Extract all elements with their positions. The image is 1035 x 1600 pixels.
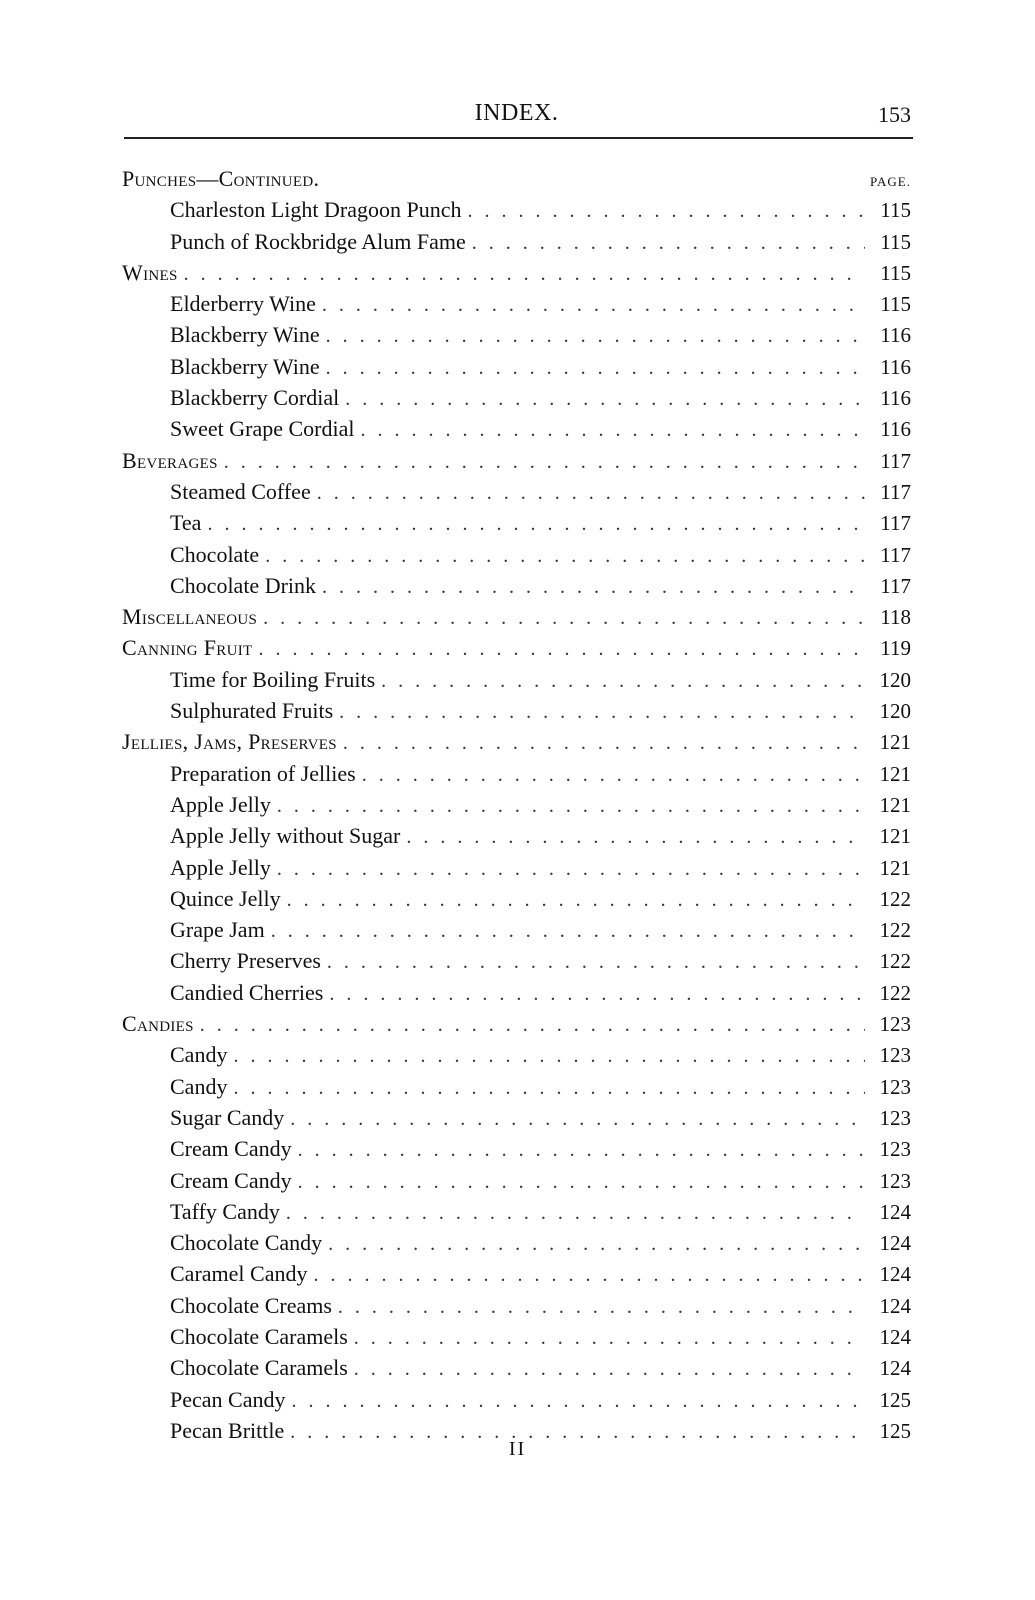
leader-dots: [200, 1010, 865, 1041]
entry-page-number: 121: [879, 761, 911, 786]
leader-dots: [277, 854, 865, 885]
leader-dots: [298, 1135, 865, 1166]
index-entry: [122, 820, 911, 851]
entry-page-number: 123: [879, 1012, 911, 1037]
leader-dots: [354, 1323, 865, 1354]
entry-page-number: 124: [879, 1293, 911, 1318]
entry-page-number: 115: [880, 229, 911, 254]
entry-label: Candied Cherries: [170, 979, 324, 1005]
entry-label: Caramel Candy: [170, 1261, 308, 1287]
entry-label: Blackberry Cordial: [170, 385, 340, 411]
entry-label: Candy: [170, 1073, 228, 1099]
entry-page-number: 124: [879, 1356, 911, 1381]
index-entry: [122, 1071, 911, 1102]
entry-page-number: 116: [880, 417, 911, 442]
leader-dots: [224, 447, 865, 478]
leader-dots: [338, 1292, 865, 1323]
entry-label: Chocolate: [170, 541, 260, 567]
entry-page-number: 123: [879, 1043, 911, 1068]
entry-page-number: 123: [879, 1105, 911, 1130]
leader-dots: [290, 1104, 865, 1135]
index-entry: [122, 789, 911, 820]
header-rule: [124, 137, 913, 139]
entry-page-number: 125: [879, 1387, 911, 1412]
index-section-heading: [122, 257, 911, 288]
index-entry: [122, 226, 911, 257]
entry-label: Wines: [122, 259, 178, 285]
entry-page-number: 123: [879, 1168, 911, 1193]
index-entry: [122, 507, 911, 538]
entry-page-number: 122: [879, 980, 911, 1005]
entry-page-number: 124: [879, 1262, 911, 1287]
index-section-heading: [122, 726, 911, 757]
entry-label: Apple Jelly without Sugar: [170, 823, 401, 849]
index-entry: [122, 1352, 911, 1383]
leader-dots: [339, 697, 865, 728]
index-entry: [122, 1165, 911, 1196]
entry-page-number: 117: [880, 479, 911, 504]
continued-heading: Punches—Continued.: [122, 166, 320, 191]
leader-dots: [298, 1167, 865, 1198]
index-section-heading: [122, 601, 911, 632]
index-entry: [122, 194, 911, 225]
entry-page-number: 119: [880, 636, 911, 661]
entry-label: Elderberry Wine: [170, 291, 316, 317]
entry-label: Preparation of Jellies: [170, 760, 356, 786]
index-entry: [122, 914, 911, 945]
index-continued-row: [122, 163, 911, 194]
index-section-heading: [122, 632, 911, 663]
entry-page-number: 124: [879, 1324, 911, 1349]
page-number: 153: [878, 102, 911, 127]
entry-page-number: 124: [879, 1231, 911, 1256]
entry-label: Grape Jam: [170, 917, 265, 943]
entry-page-number: 117: [880, 542, 911, 567]
entry-page-number: 123: [879, 1074, 911, 1099]
index-entry: [122, 695, 911, 726]
index-entry: [122, 1039, 911, 1070]
leader-dots: [265, 541, 865, 572]
entry-label: Blackberry Wine: [170, 322, 320, 348]
leader-dots: [291, 1386, 865, 1417]
signature-mark: II: [508, 1438, 527, 1460]
entry-label: Cream Candy: [170, 1167, 292, 1193]
entry-label: Chocolate Caramels: [170, 1355, 348, 1381]
entry-label: Chocolate Creams: [170, 1292, 332, 1318]
leader-dots: [361, 415, 866, 446]
index-entry: [122, 1321, 911, 1352]
index-entry: [122, 1290, 911, 1321]
leader-dots: [343, 728, 865, 759]
leader-dots: [327, 947, 865, 978]
entry-label: Miscellaneous: [122, 604, 258, 630]
entry-label: Apple Jelly: [170, 791, 271, 817]
page-column-label: PAGE.: [869, 174, 911, 189]
entry-label: Chocolate Candy: [170, 1230, 323, 1256]
entry-page-number: 117: [880, 573, 911, 598]
entry-label: Blackberry Wine: [170, 353, 320, 379]
entry-label: Pecan Candy: [170, 1386, 286, 1412]
index-entry: [122, 1258, 911, 1289]
index-entry: [122, 476, 911, 507]
running-header: [122, 100, 911, 136]
leader-dots: [345, 384, 865, 415]
entry-page-number: 125: [879, 1418, 911, 1443]
entry-page-number: 116: [880, 354, 911, 379]
index-entry: [122, 758, 911, 789]
entry-label: Quince Jelly: [170, 885, 281, 911]
entry-label: Punch of Rockbridge Alum Fame: [170, 228, 466, 254]
leader-dots: [362, 760, 865, 791]
entry-label: Candy: [170, 1042, 228, 1068]
leader-dots: [184, 259, 865, 290]
index-entry: [122, 664, 911, 695]
leader-dots: [322, 290, 865, 321]
index-entry: [122, 977, 911, 1008]
entry-label: Beverages: [122, 447, 218, 473]
entry-page-number: 115: [880, 260, 911, 285]
leader-dots: [258, 634, 865, 665]
entry-label: Candies: [122, 1011, 194, 1037]
index-list: [122, 163, 911, 1446]
index-entry: [122, 382, 911, 413]
entry-label: Canning Fruit: [122, 635, 253, 661]
index-entry: [122, 288, 911, 319]
leader-dots: [467, 196, 865, 227]
entry-page-number: 116: [880, 386, 911, 411]
index-section-heading: [122, 445, 911, 476]
leader-dots: [263, 603, 865, 634]
entry-page-number: 121: [879, 824, 911, 849]
leader-dots: [271, 916, 865, 947]
index-entry: [122, 319, 911, 350]
index-section-heading: [122, 1008, 911, 1039]
entry-page-number: 122: [879, 918, 911, 943]
index-entry: [122, 1102, 911, 1133]
leader-dots: [207, 509, 865, 540]
entry-page-number: 121: [879, 730, 911, 755]
index-entry: [122, 413, 911, 444]
index-entry: [122, 883, 911, 914]
entry-label: Charleston Light Dragoon Punch: [170, 197, 462, 223]
leader-dots: [406, 822, 865, 853]
leader-dots: [326, 321, 865, 352]
entry-page-number: 117: [880, 511, 911, 536]
entry-page-number: 117: [880, 448, 911, 473]
leader-dots: [313, 1260, 865, 1291]
entry-label: Chocolate Drink: [170, 572, 317, 598]
leader-dots: [286, 1198, 865, 1229]
entry-label: Sugar Candy: [170, 1104, 285, 1130]
entry-label: Cream Candy: [170, 1136, 292, 1162]
entry-page-number: 115: [880, 292, 911, 317]
leader-dots: [329, 979, 865, 1010]
index-entry: [122, 945, 911, 976]
entry-page-number: 115: [880, 198, 911, 223]
index-entry: [122, 1384, 911, 1415]
leader-dots: [277, 791, 865, 822]
entry-label: Tea: [170, 510, 202, 536]
entry-page-number: 123: [879, 1137, 911, 1162]
leader-dots: [233, 1041, 865, 1072]
index-entry: [122, 351, 911, 382]
entry-label: Sulphurated Fruits: [170, 698, 334, 724]
entry-page-number: 120: [879, 667, 911, 692]
leader-dots: [328, 1229, 865, 1260]
entry-label: Time for Boiling Fruits: [170, 666, 376, 692]
entry-page-number: 121: [879, 855, 911, 880]
entry-page-number: 124: [879, 1199, 911, 1224]
entry-label: Jellies, Jams, Preserves: [122, 729, 337, 755]
leader-dots: [287, 885, 865, 916]
index-entry: [122, 570, 911, 601]
entry-label: Cherry Preserves: [170, 948, 321, 974]
leader-dots: [381, 666, 865, 697]
index-entry: [122, 1133, 911, 1164]
leader-dots: [233, 1073, 865, 1104]
index-entry: [122, 852, 911, 883]
index-entry: [122, 539, 911, 570]
entry-label: Chocolate Caramels: [170, 1323, 348, 1349]
entry-page-number: 121: [879, 792, 911, 817]
entry-page-number: 118: [880, 605, 911, 630]
leader-dots: [472, 228, 865, 259]
leader-dots: [326, 353, 865, 384]
entry-label: Apple Jelly: [170, 854, 271, 880]
entry-page-number: 122: [879, 949, 911, 974]
leader-dots: [317, 478, 865, 509]
index-entry: [122, 1227, 911, 1258]
entry-page-number: 116: [880, 323, 911, 348]
leader-dots: [322, 572, 865, 603]
entry-page-number: 120: [879, 699, 911, 724]
entry-label: Steamed Coffee: [170, 478, 311, 504]
leader-dots: [354, 1354, 865, 1385]
entry-page-number: 122: [879, 886, 911, 911]
entry-label: Taffy Candy: [170, 1198, 280, 1224]
page-title: INDEX.: [474, 100, 559, 126]
index-entry: [122, 1196, 911, 1227]
entry-label: Pecan Brittle: [170, 1417, 285, 1443]
entry-label: Sweet Grape Cordial: [170, 416, 355, 442]
